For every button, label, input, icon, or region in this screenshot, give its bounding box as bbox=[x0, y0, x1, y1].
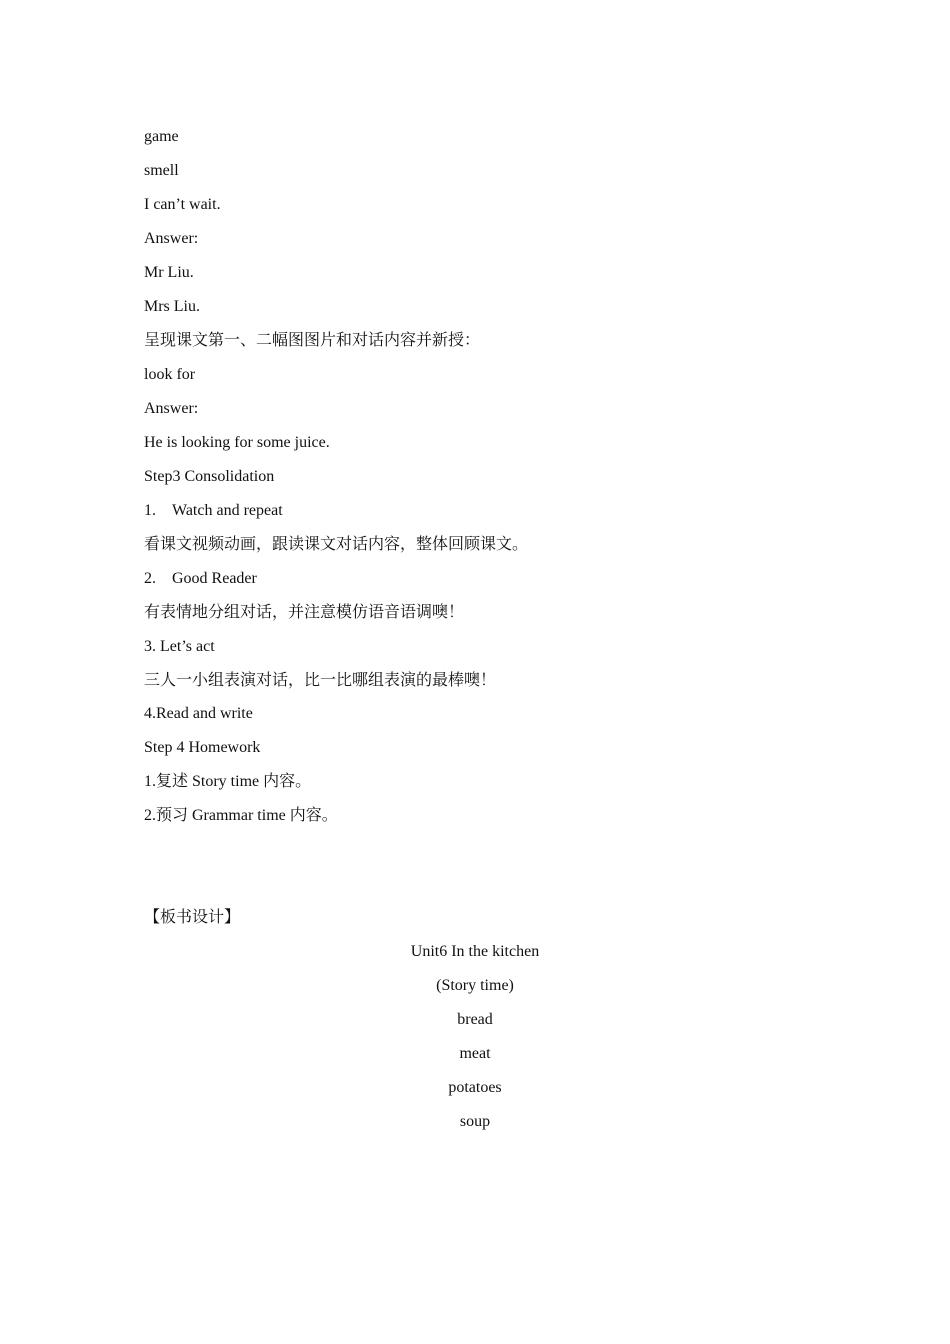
text-line: He is looking for some juice. bbox=[144, 434, 330, 451]
list-number: 1. bbox=[144, 502, 156, 519]
homework-item: 2.预习 Grammar time 内容。 bbox=[144, 807, 338, 824]
text-line: game bbox=[144, 128, 179, 145]
list-item-lets-act: 3. Let’s act bbox=[144, 638, 215, 655]
text-line: 有表情地分组对话，并注意模仿语音语调噢！ bbox=[144, 604, 465, 621]
text-line: Answer: bbox=[144, 230, 199, 247]
list-text: Good Reader bbox=[172, 570, 257, 587]
step4-heading: Step 4 Homework bbox=[144, 739, 261, 756]
list-item-watch-repeat bbox=[144, 501, 283, 521]
text-line: look for bbox=[144, 366, 196, 383]
board-word: potatoes bbox=[448, 1079, 502, 1096]
board-word: soup bbox=[459, 1113, 491, 1130]
text-line: Mr Liu. bbox=[144, 264, 194, 281]
board-word: bread bbox=[457, 1011, 493, 1028]
list-number: 2. bbox=[144, 570, 156, 587]
step3-heading: Step3 Consolidation bbox=[144, 468, 275, 485]
text-line: 三人一小组表演对话，比一比哪组表演的最棒噢！ bbox=[144, 672, 497, 689]
board-subtitle: (Story time) bbox=[436, 977, 514, 994]
list-text: Watch and repeat bbox=[172, 502, 283, 519]
text-line: Mrs Liu. bbox=[144, 298, 200, 315]
list-item-good-reader bbox=[144, 569, 257, 589]
homework-item: 1.复述 Story time 内容。 bbox=[144, 773, 312, 790]
text-line: 呈现课文第一、二幅图图片和对话内容并新授： bbox=[144, 332, 481, 349]
list-item-read-write: 4.Read and write bbox=[144, 705, 253, 722]
board-title: Unit6 In the kitchen bbox=[410, 943, 540, 960]
text-line: Answer: bbox=[144, 400, 199, 417]
text-line: smell bbox=[144, 162, 179, 179]
board-word: meat bbox=[459, 1045, 491, 1062]
board-design-heading: 【板书设计】 bbox=[144, 909, 241, 926]
text-line: 看课文视频动画，跟读课文对话内容，整体回顾课文。 bbox=[144, 536, 529, 553]
text-line: I can’t wait. bbox=[144, 196, 221, 213]
